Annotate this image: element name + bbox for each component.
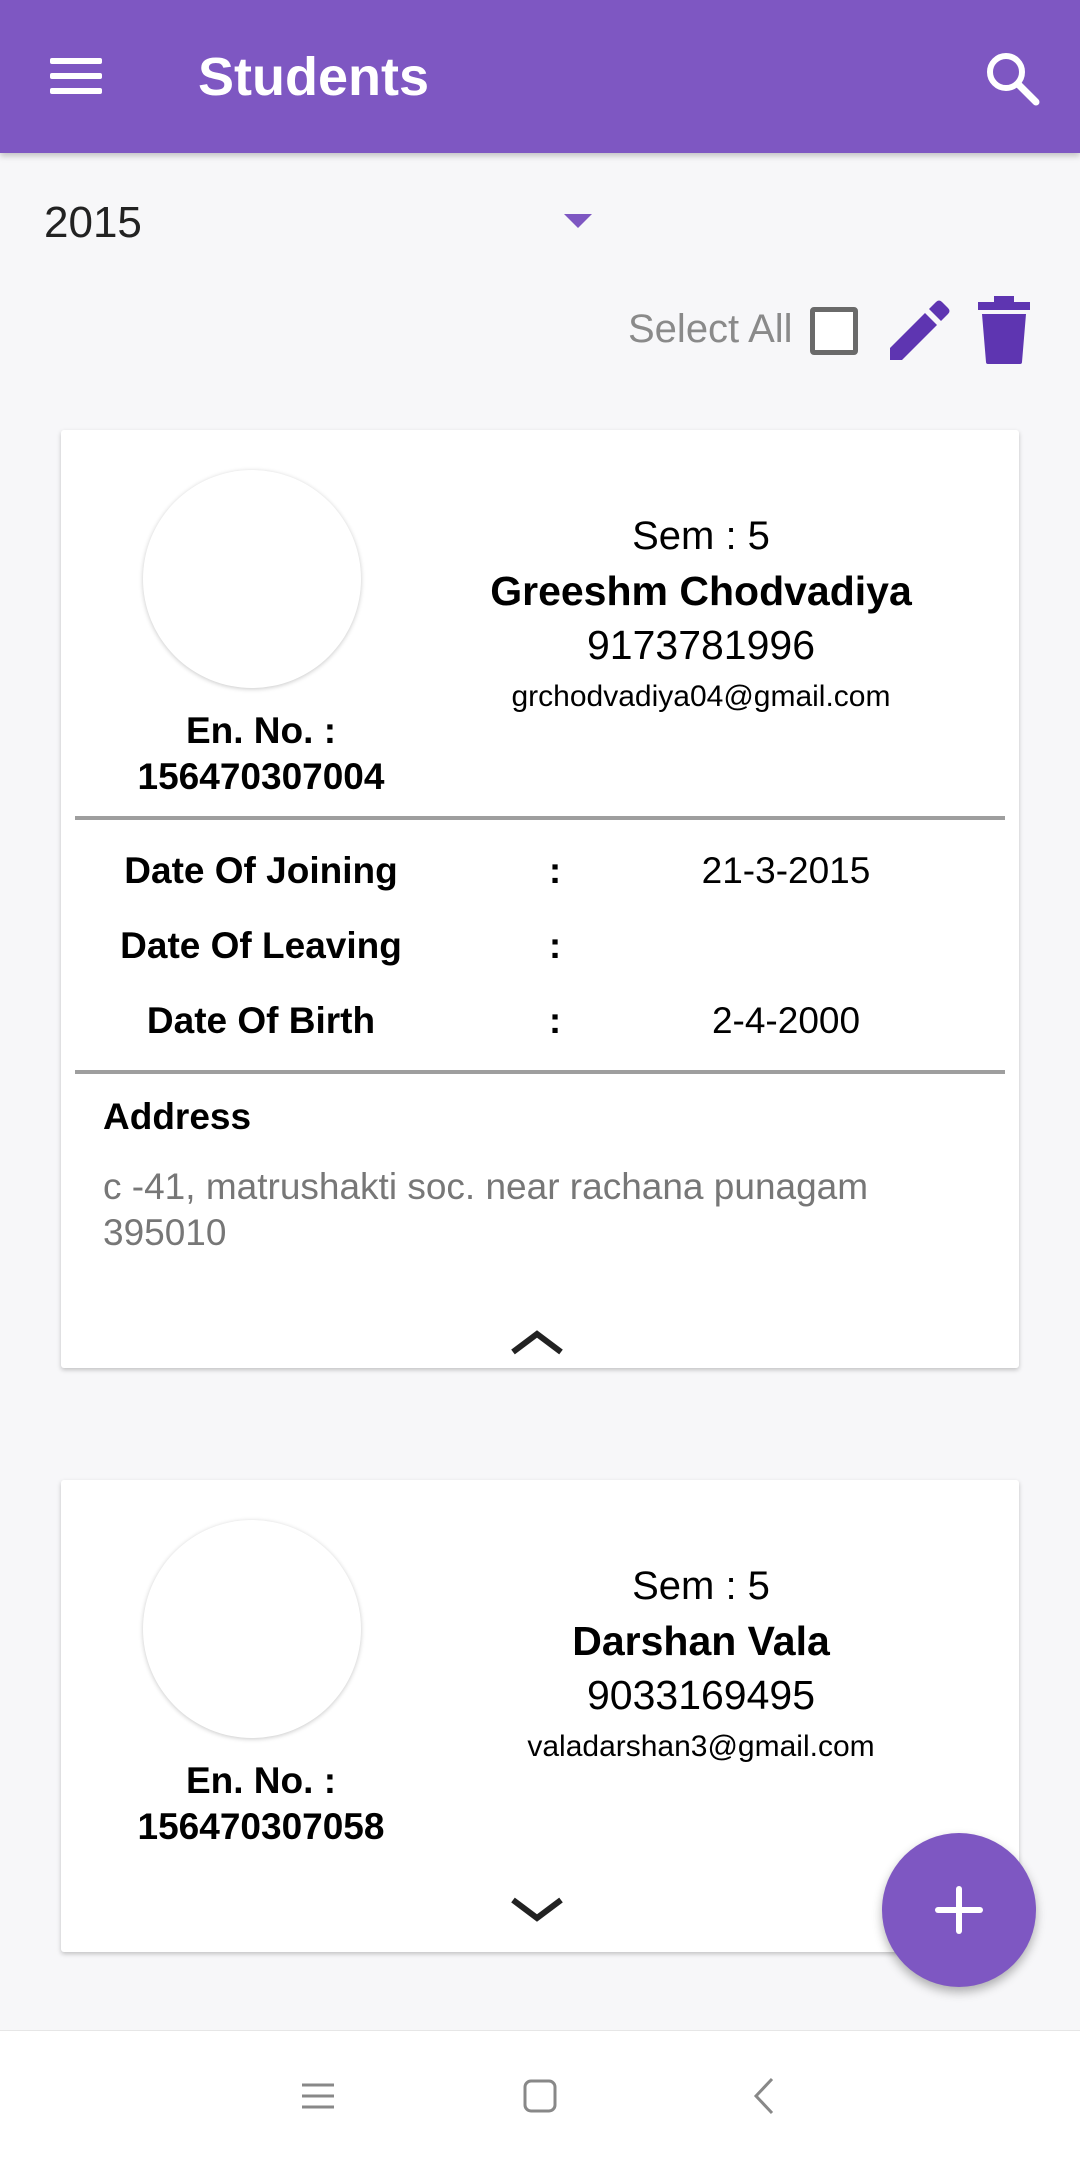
date-leaving-row [61,925,1019,985]
student-card[interactable] [61,430,1019,1368]
date-colon: : [548,1000,562,1041]
date-label: Date Of Leaving [120,925,402,966]
system-nav-bar [0,2030,1080,2160]
avatar [143,470,361,688]
date-label: Date Of Joining [124,850,398,891]
student-email: grchodvadiya04@gmail.com [511,680,891,713]
student-phone: 9173781996 [586,622,816,668]
date-colon: : [548,925,562,966]
enrollment-number: 156470307004 [137,756,385,797]
student-name: Greeshm Chodvadiya [490,568,912,614]
date-value: 2-4-2000 [711,1000,861,1041]
student-email: valadarshan3@gmail.com [527,1730,875,1763]
year-dropdown[interactable] [44,186,604,260]
dropdown-arrow-icon [564,214,592,228]
date-colon: : [548,850,562,891]
semester: Sem : 5 [632,1564,770,1608]
avatar [143,1520,361,1738]
date-label: Date Of Birth [146,1000,376,1041]
student-name: Darshan Vala [572,1618,830,1664]
enrollment-number: 156470307058 [137,1806,385,1847]
plus-icon [882,1833,1036,1987]
student-card[interactable] [61,1480,1019,1952]
add-student-button[interactable] [882,1833,1036,1987]
semester: Sem : 5 [632,514,770,558]
date-value: 21-3-2015 [701,850,871,891]
enrollment-label: En. No. : [185,710,337,751]
enrollment-label: En. No. : [185,1760,337,1801]
student-phone: 9033169495 [586,1672,816,1718]
page-title: Students [198,47,430,107]
chevron-up-icon[interactable] [507,1320,567,1360]
recent-apps-icon[interactable] [278,2061,358,2131]
address-text: c -41, matrushakti soc. near rachana punagam 395010 [103,1166,869,1253]
date-joining-row [61,850,1019,910]
date-birth-row [61,1000,1019,1060]
menu-icon[interactable] [48,54,108,98]
address-label: Address [103,1096,252,1137]
select-all-label: Select All [628,307,793,351]
select-all-checkbox[interactable] [810,307,858,355]
chevron-down-icon[interactable] [507,1890,567,1930]
back-icon[interactable] [726,2061,806,2131]
home-icon[interactable] [500,2061,580,2131]
year-value: 2015 [44,198,142,247]
app-bar [0,0,1080,153]
search-icon[interactable] [982,48,1042,108]
divider [75,1070,1005,1074]
trash-icon[interactable] [974,294,1034,366]
pencil-icon[interactable] [884,296,954,366]
divider [75,816,1005,820]
